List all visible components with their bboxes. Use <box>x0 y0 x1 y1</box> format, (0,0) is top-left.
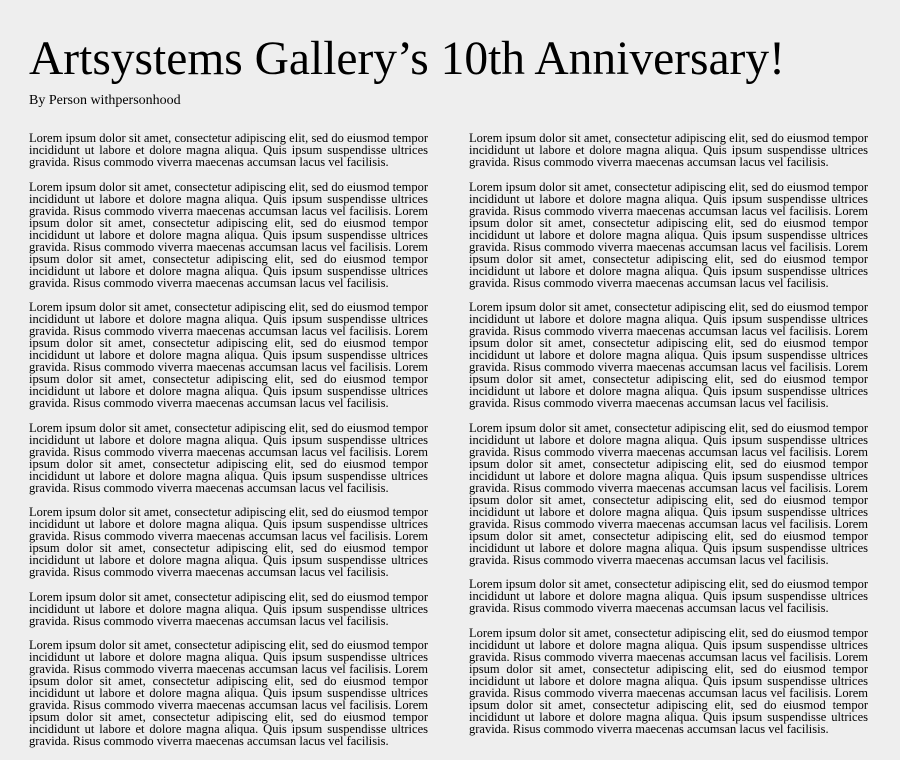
paragraph: Lorem ipsum dolor sit amet, consectetur adipiscing elit, sed do eiusmod tempor incididunt ut labore et dolore magna aliqua. Quis ipsum suspendisse ultrices gravida. Risus commodo viverra maecenas accumsan lacus vel facilisis. Lorem ipsum dolor sit amet, consectetur adipiscing elit, sed do eiusmod tempor incididunt ut labore et dolore magna aliqua. Quis ipsum suspendisse ultrices gravida. Risus commodo viverra maecenas accumsan lacus vel facilisis. Lorem ipsum dolor sit amet, consectetur adipiscing elit, sed do eiusmod tempor incididunt ut labore et dolore magna aliqua. Quis ipsum suspendisse ultrices gravida. Risus commodo viverra maecenas accumsan lacus vel facilisis. <box>469 625 868 736</box>
right-column <box>469 132 868 747</box>
paragraph: Lorem ipsum dolor sit amet, consectetur adipiscing elit, sed do eiusmod tempor incididunt ut labore et dolore magna aliqua. Quis ipsum suspendisse ultrices gravida. Risus commodo viverra maecenas accumsan lacus vel facilisis. Lorem ipsum dolor sit amet, consectetur adipiscing elit, sed do eiusmod tempor incididunt ut labore et dolore magna aliqua. Quis ipsum suspendisse ultrices gravida. Risus commodo viverra maecenas accumsan lacus vel facilisis. Lorem ipsum dolor sit amet, consectetur adipiscing elit, sed do eiusmod tempor incididunt ut labore et dolore magna aliqua. Quis ipsum suspendisse ultrices gravida. Risus commodo viverra maecenas accumsan lacus vel facilisis. <box>469 300 868 410</box>
byline: By Person withpersonhood <box>29 93 181 108</box>
paragraph: Lorem ipsum dolor sit amet, consectetur adipiscing elit, sed do eiusmod tempor incididunt ut labore et dolore magna aliqua. Quis ipsum suspendisse ultrices gravida. Risus commodo viverra maecenas accumsan lacus vel facilisis. <box>469 577 868 615</box>
page-title: Artsystems Gallery’s 10th Anniversary! <box>29 33 785 85</box>
paragraph: Lorem ipsum dolor sit amet, consectetur adipiscing elit, sed do eiusmod tempor incididunt ut labore et dolore magna aliqua. Quis ipsum suspendisse ultrices gravida. Risus commodo viverra maecenas accumsan lacus vel facilisis. Lorem ipsum dolor sit amet, consectetur adipiscing elit, sed do eiusmod tempor incididunt ut labore et dolore magna aliqua. Quis ipsum suspendisse ultrices gravida. Risus commodo viverra maecenas accumsan lacus vel facilisis. Lorem ipsum dolor sit amet, consectetur adipiscing elit, sed do eiusmod tempor incididunt ut labore et dolore magna aliqua. Quis ipsum suspendisse ultrices gravida. Risus commodo viverra maecenas accumsan lacus vel facilisis. <box>29 300 428 410</box>
left-column <box>29 132 428 760</box>
paragraph: Lorem ipsum dolor sit amet, consectetur adipiscing elit, sed do eiusmod tempor incididunt ut labore et dolore magna aliqua. Quis ipsum suspendisse ultrices gravida. Risus commodo viverra maecenas accumsan lacus vel facilisis. Lorem ipsum dolor sit amet, consectetur adipiscing elit, sed do eiusmod tempor incididunt ut labore et dolore magna aliqua. Quis ipsum suspendisse ultrices gravida. Risus commodo viverra maecenas accumsan lacus vel facilisis. Lorem ipsum dolor sit amet, consectetur adipiscing elit, sed do eiusmod tempor incididunt ut labore et dolore magna aliqua. Quis ipsum suspendisse ultrices gravida. Risus commodo viverra maecenas accumsan lacus vel facilisis. <box>469 179 868 290</box>
paragraph: Lorem ipsum dolor sit amet, consectetur adipiscing elit, sed do eiusmod tempor incididunt ut labore et dolore magna aliqua. Quis ipsum suspendisse ultrices gravida. Risus commodo viverra maecenas accumsan lacus vel facilisis. Lorem ipsum dolor sit amet, consectetur adipiscing elit, sed do eiusmod tempor incididunt ut labore et dolore magna aliqua. Quis ipsum suspendisse ultrices gravida. Risus commodo viverra maecenas accumsan lacus vel facilisis. Lorem ipsum dolor sit amet, consectetur adipiscing elit, sed do eiusmod tempor incididunt ut labore et dolore magna aliqua. Quis ipsum suspendisse ultrices gravida. Risus commodo viverra maecenas accumsan lacus vel facilisis. Lorem ipsum dolor sit amet, consectetur adipiscing elit, sed do eiusmod tempor incididunt ut labore et dolore magna aliqua. Quis ipsum suspendisse ultrices gravida. Risus commodo viverra maecenas accumsan lacus vel facilisis. <box>469 420 868 567</box>
article-page <box>0 32 900 760</box>
paragraph: Lorem ipsum dolor sit amet, consectetur adipiscing elit, sed do eiusmod tempor incididunt ut labore et dolore magna aliqua. Quis ipsum suspendisse ultrices gravida. Risus commodo viverra maecenas accumsan lacus vel facilisis. Lorem ipsum dolor sit amet, consectetur adipiscing elit, sed do eiusmod tempor incididunt ut labore et dolore magna aliqua. Quis ipsum suspendisse ultrices gravida. Risus commodo viverra maecenas accumsan lacus vel facilisis. Lorem ipsum dolor sit amet, consectetur adipiscing elit, sed do eiusmod tempor incididunt ut labore et dolore magna aliqua. Quis ipsum suspendisse ultrices gravida. Risus commodo viverra maecenas accumsan lacus vel facilisis. <box>29 179 428 290</box>
paragraph: Lorem ipsum dolor sit amet, consectetur adipiscing elit, sed do eiusmod tempor incididunt ut labore et dolore magna aliqua. Quis ipsum suspendisse ultrices gravida. Risus commodo viverra maecenas accumsan lacus vel facilisis. Lorem ipsum dolor sit amet, consectetur adipiscing elit, sed do eiusmod tempor incididunt ut labore et dolore magna aliqua. Quis ipsum suspendisse ultrices gravida. Risus commodo viverra maecenas accumsan lacus vel facilisis. <box>29 420 428 495</box>
paragraph: Lorem ipsum dolor sit amet, consectetur adipiscing elit, sed do eiusmod tempor incididunt ut labore et dolore magna aliqua. Quis ipsum suspendisse ultrices gravida. Risus commodo viverra maecenas accumsan lacus vel facilisis. <box>29 589 428 628</box>
article-body <box>29 132 868 760</box>
paragraph: Lorem ipsum dolor sit amet, consectetur adipiscing elit, sed do eiusmod tempor incididunt ut labore et dolore magna aliqua. Quis ipsum suspendisse ultrices gravida. Risus commodo viverra maecenas accumsan lacus vel facilisis. Lorem ipsum dolor sit amet, consectetur adipiscing elit, sed do eiusmod tempor incididunt ut labore et dolore magna aliqua. Quis ipsum suspendisse ultrices gravida. Risus commodo viverra maecenas accumsan lacus vel facilisis. <box>29 505 428 579</box>
paragraph: Lorem ipsum dolor sit amet, consectetur adipiscing elit, sed do eiusmod tempor incididunt ut labore et dolore magna aliqua. Quis ipsum suspendisse ultrices gravida. Risus commodo viverra maecenas accumsan lacus vel facilisis. Lorem ipsum dolor sit amet, consectetur adipiscing elit, sed do eiusmod tempor incididunt ut labore et dolore magna aliqua. Quis ipsum suspendisse ultrices gravida. Risus commodo viverra maecenas accumsan lacus vel facilisis. Lorem ipsum dolor sit amet, consectetur adipiscing elit, sed do eiusmod tempor incididunt ut labore et dolore magna aliqua. Quis ipsum suspendisse ultrices gravida. Risus commodo viverra maecenas accumsan lacus vel facilisis. <box>29 638 428 748</box>
paragraph: Lorem ipsum dolor sit amet, consectetur adipiscing elit, sed do eiusmod tempor incididunt ut labore et dolore magna aliqua. Quis ipsum suspendisse ultrices gravida. Risus commodo viverra maecenas accumsan lacus vel facilisis. <box>29 131 428 169</box>
paragraph: Lorem ipsum dolor sit amet, consectetur adipiscing elit, sed do eiusmod tempor incididunt ut labore et dolore magna aliqua. Quis ipsum suspendisse ultrices gravida. Risus commodo viverra maecenas accumsan lacus vel facilisis. <box>469 131 868 169</box>
